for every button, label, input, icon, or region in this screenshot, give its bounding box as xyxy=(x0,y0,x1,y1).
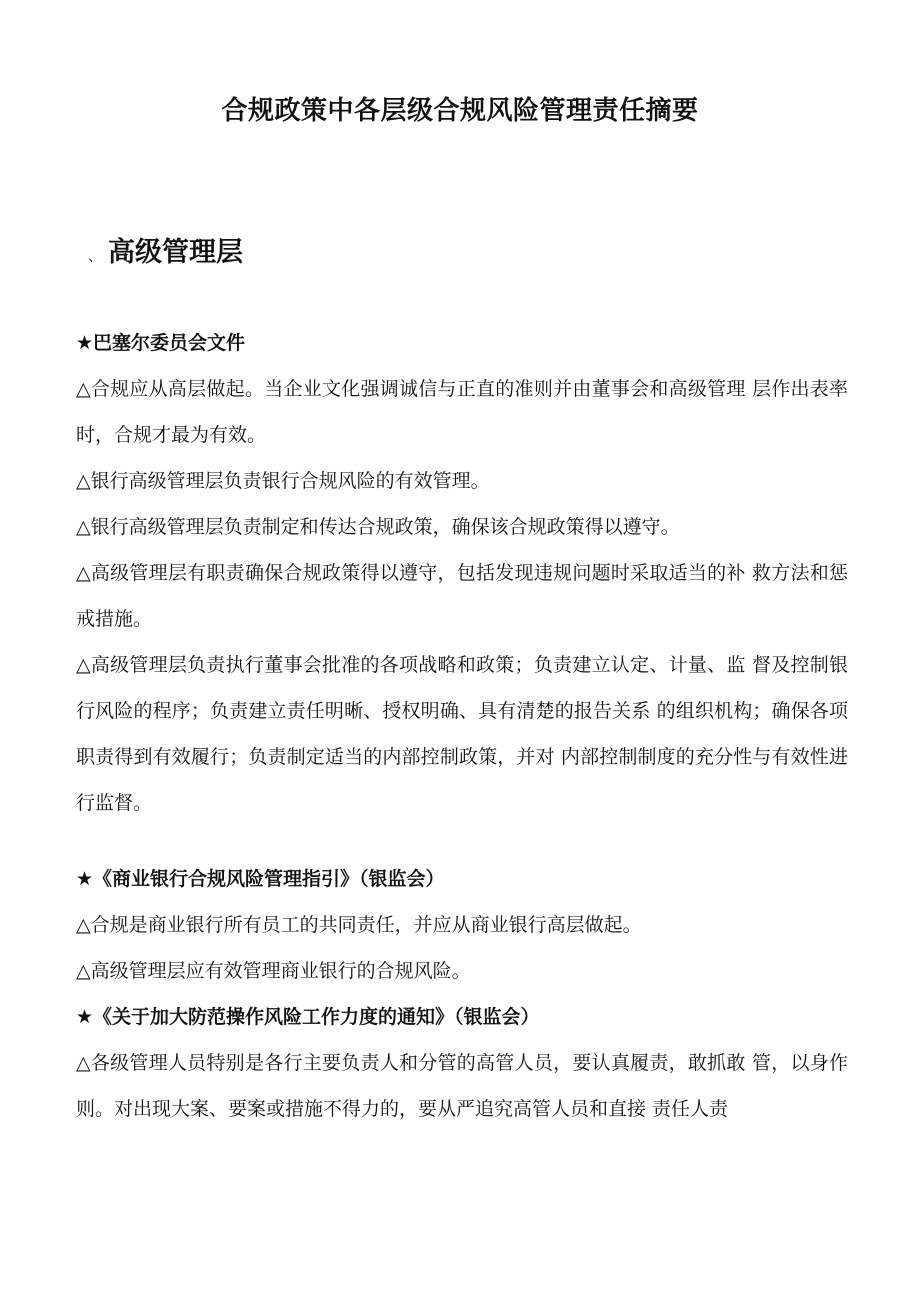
source-title-basel: ★巴塞尔委员会文件 xyxy=(76,332,246,354)
paragraph: △高级管理层应有效管理商业银行的合规风险。 xyxy=(76,960,471,982)
source-title-cbrc-notice: ★《关于加大防范操作风险工作力度的通知》（银监会） xyxy=(76,1006,540,1028)
section-heading xyxy=(88,230,243,269)
paragraph: △合规是商业银行所有员工的共同责任，并应从商业银行高层做起。 xyxy=(76,914,642,936)
section-heading-text: 高级管理层 xyxy=(108,237,243,268)
paragraph: △各级管理人员特别是各行主要负责人和分管的高管人员，要认真履责，敢抓敢 管，以身作则。对出现大案、要案或措施不得力的，要从严追究高管人员和直接 责任人责 xyxy=(76,1052,848,1120)
section-mark: 、 xyxy=(88,249,102,265)
paragraph: △高级管理层负责执行董事会批准的各项战略和政策；负责建立认定、计量、监 督及控制银行风险的程序；负责建立责任明晰、授权明确、具有清楚的报告关系 的组织机构；确保各项职责得到有效履行；负责制定适当的内部控制政策，并对 内部控制制度的充分性与有效性进行监督。 xyxy=(76,654,848,814)
paragraph: △高级管理层有职责确保合规政策得以遵守，包括发现违规问题时采取适当的补 救方法和惩戒措施。 xyxy=(76,562,848,630)
paragraph: △合规应从高层做起。当企业文化强调诚信与正直的准则并由董事会和高级管理 层作出表率时，合规才最为有效。 xyxy=(76,378,848,446)
spacer xyxy=(76,826,848,856)
paragraph: △银行高级管理层负责银行合规风险的有效管理。 xyxy=(76,470,490,492)
paragraph: △银行高级管理层负责制定和传达合规政策，确保该合规政策得以遵守。 xyxy=(76,516,680,538)
body-text xyxy=(76,320,848,1132)
document-title: 合规政策中各层级合规风险管理责任摘要 xyxy=(221,96,699,126)
source-title-cbrc-guideline: ★《商业银行合规风险管理指引》（银监会） xyxy=(76,868,445,890)
